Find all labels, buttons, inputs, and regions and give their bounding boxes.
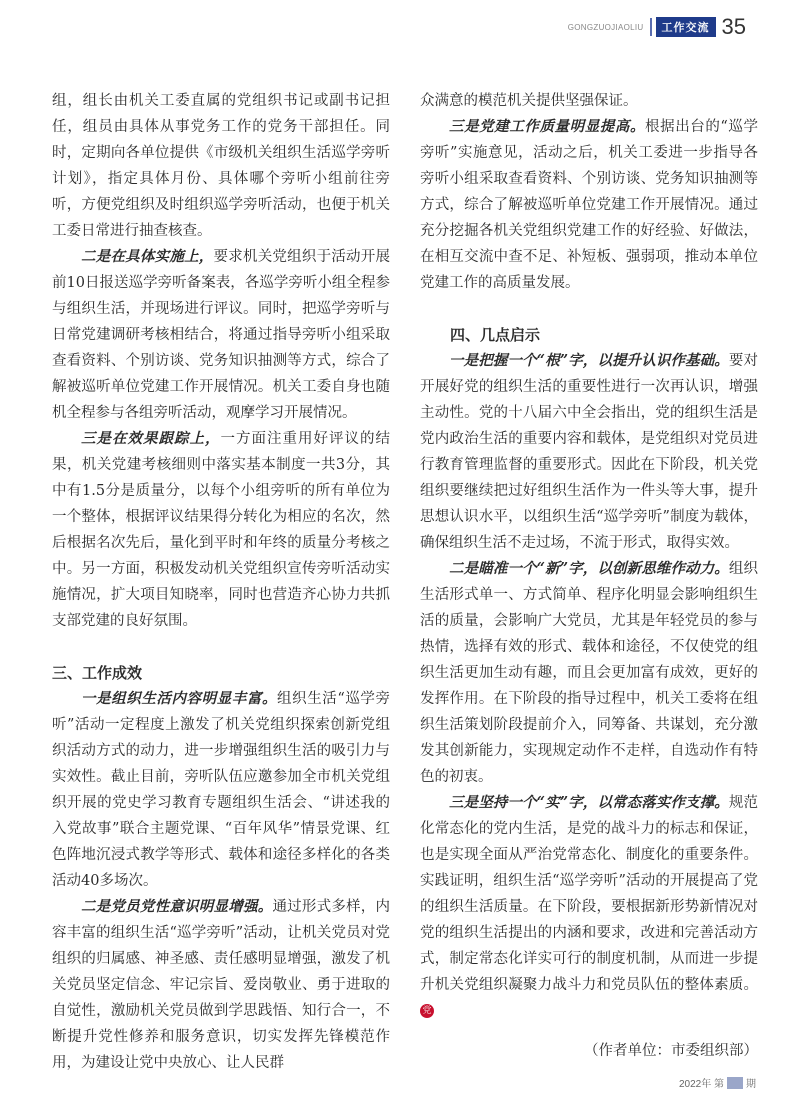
lead-phrase: 二是党员党性意识明显增强。 — [81, 898, 273, 915]
paragraph: 众满意的模范机关提供坚强保证。 — [420, 93, 638, 109]
right-column — [420, 88, 758, 1064]
page-number: 35 — [721, 14, 746, 39]
lead-phrase: 一是把握一个“根”字，以提升认识作基础。 — [449, 352, 729, 369]
section-heading: 三、工作成效 — [52, 664, 143, 682]
paragraph: 一是把握一个“根”字，以提升认识作基础。要对开展好党的组织生活的重要性进行一次再认识，增强主动性。党的十八届六中全会指出，党的组织生活是党内政治生活的重要内容和载体，是党组织对党员进行教育管理监督的重要形式。因此在下阶段，机关党组织要继续把过好组织生活作为一件头等大事，提升思想认识水平，以组织生活“巡学旁听”制度为载体，确保组织生活不走过场，不流于形式，取得实效。 — [420, 352, 759, 551]
spacer — [52, 634, 390, 660]
lead-phrase: 二是在具体实施上， — [81, 248, 214, 265]
paragraph: 组，组长由机关工委直属的党组织书记或副书记担任，组员由具体从事党务工作的党务干部担任。同时，定期向各单位提供《市级机关组织生活巡学旁听计划》，指定具体月份、具体哪个旁听小组前往旁听，方便党组织及时组织巡学旁听活动，也便于机关工委日常进行抽查核查。 — [52, 93, 390, 239]
issue-year: 2022年 第 — [678, 1079, 724, 1090]
paragraph: 三是党建工作质量明显提高。根据出台的“巡学旁听”实施意见，活动之后，机关工委进一步指导各旁听小组采取查看资料、个别访谈、党务知识抽测等方式，综合了解被巡听单位党建工作开展情况。通过充分挖掘各机关党组织党建工作的好经验、好做法，在相互交流中查不足、补短板、强弱项，推动本单位党建工作的高质量发展。 — [420, 118, 758, 291]
section-label: 工作交流 — [656, 17, 716, 37]
left-column — [52, 88, 390, 1076]
paragraph: 二是瞄准一个“新”字，以创新思维作动力。组织生活形式单一、方式简单、程序化明显会影响组织生活的质量，会影响广大党员，尤其是年轻党员的参与热情，选择有效的形式、载体和途径，不仅使党的组织生活更加生动有趣，而且会更加富有成效，更好的发挥作用。在下阶段的指导过程中，机关工委将在组织生活策划阶段提前介入，同筹备、共谋划，充分激发其创新能力，实现规定动作不走样，自选动作有特色的初衷。 — [420, 560, 759, 785]
paragraph: 二是党员党性意识明显增强。通过形式多样，内容丰富的组织生活“巡学旁听”活动，让机关党员对党组织的归属感、神圣感、责任感明显增强，激发了机关党员坚定信念、牢记宗旨、爱岗敬业、勇于进取的自觉性，激励机关党员做到学思践悟、知行合一，不断提升党性修养和服务意识，切实发挥先锋模范作用，为建设让党中央放心、让人民群 — [52, 898, 391, 1071]
section-heading: 四、几点启示 — [450, 326, 541, 344]
header-divider — [650, 18, 652, 36]
lead-phrase: 三是党建工作质量明显提高。 — [449, 118, 646, 135]
section-pinyin: GONGZUOJIAOLIU — [567, 22, 644, 32]
paragraph: 二是在具体实施上，要求机关党组织于活动开展前10日报送巡学旁听备案表，各巡学旁听小组全程参与组织生活，并现场进行评议。同时，把巡学旁听与日常党建调研考核相结合，将通过指导旁听小组采取查看资料、个别访谈、党务知识抽测等方式，综合了解被巡听单位党建工作开展情况。机关工委自身也随机全程参与各组旁听活动，观摩学习开展情况。 — [52, 248, 391, 421]
paragraph: 三是在效果跟踪上，一方面注重用好评议的结果，机关党建考核细则中落实基本制度一共3分，其中有1.5分是质量分，以每个小组旁听的所有单位为一个整体，根据评议结果得分转化为相应的名次，然后根据名次先后，量化到平时和年终的质量分考核之中。另一方面，积极发动机关党组织宣传旁听活动实施情况，扩大项目知晓率，同时也营造齐心协力共抓支部党建的良好氛围。 — [52, 430, 390, 629]
issue-suffix: 期 — [746, 1079, 756, 1090]
end-mark-icon: 党 — [420, 1004, 434, 1018]
lead-phrase: 一是组织生活内容明显丰富。 — [81, 690, 278, 707]
page-footer — [679, 1075, 756, 1090]
spacer — [420, 296, 758, 322]
lead-phrase: 二是瞄准一个“新”字，以创新思维作动力。 — [449, 560, 729, 577]
paragraph: 三是坚持一个“实”字，以常态落实作支撑。规范化常态化的党内生活，是党的战斗力的标志和保证，也是实现全面从严治党常态化、制度化的重要条件。实践证明，组织生活“巡学旁听”活动的开展提高了党的组织生活质量。在下阶段，要根据新形势新情况对党的组织生活提出的内涵和要求，改进和完善活动方式，制定常态化详实可行的制度机制，从而进一步提升机关党组织凝聚力战斗力和党员队伍的整体素质。党 — [420, 794, 759, 1016]
author-affiliation: （作者单位：市委组织部） — [584, 1043, 758, 1059]
lead-phrase: 三是坚持一个“实”字，以常态落实作支撑。 — [449, 794, 729, 811]
page-header — [568, 14, 746, 40]
paragraph: 一是组织生活内容明显丰富。组织生活“巡学旁听”活动一定程度上激发了机关党组织探索创新党组织活动方式的动力，进一步增强组织生活的吸引力与实效性。截止目前，旁听队伍应邀参加全市机关党组织开展的党史学习教育专题组织生活会、“讲述我的入党故事”联合主题党课、“百年风华”情景党课、红色阵地沉浸式教学等形式、载体和途径多样化的各类活动40多场次。 — [52, 690, 390, 889]
issue-number-box — [727, 1077, 743, 1089]
lead-phrase: 三是在效果跟踪上， — [81, 430, 221, 447]
